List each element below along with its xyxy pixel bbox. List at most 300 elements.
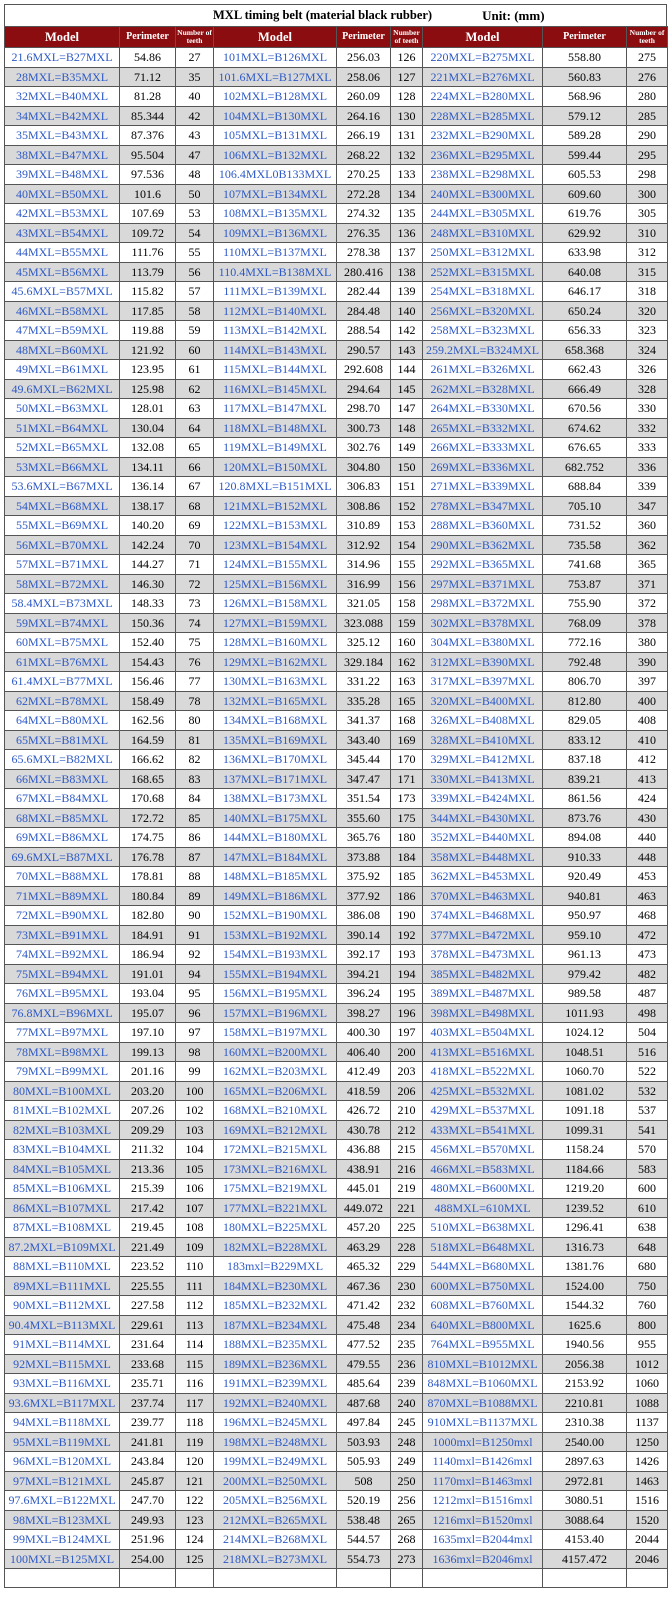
cell-model: 810MXL=B1012MXL (423, 1354, 543, 1374)
table-row (5, 340, 668, 360)
cell-model: 107MXL=B134MXL (214, 184, 337, 204)
cell-teeth: 50 (176, 184, 214, 204)
cell-model: 96MXL=B120MXL (5, 1452, 120, 1472)
cell-perimeter: 304.80 (337, 457, 391, 477)
cell-perimeter: 217.42 (120, 1198, 176, 1218)
cell-model: 1000mxl=B1250mxl (423, 1432, 543, 1452)
cell-model: 88MXL=B110MXL (5, 1257, 120, 1277)
cell-teeth: 155 (391, 555, 423, 575)
cell-empty (543, 1569, 627, 1588)
table-row (5, 594, 668, 614)
cell-perimeter: 4157.472 (543, 1549, 627, 1569)
cell-teeth: 190 (391, 906, 423, 926)
cell-model: 165MXL=B206MXL (214, 1081, 337, 1101)
cell-perimeter: 282.44 (337, 282, 391, 302)
cell-perimeter: 355.60 (337, 808, 391, 828)
cell-teeth: 210 (391, 1101, 423, 1121)
table-row (5, 1042, 668, 1062)
cell-teeth: 115 (176, 1354, 214, 1374)
cell-teeth: 64 (176, 418, 214, 438)
cell-perimeter: 288.54 (337, 321, 391, 341)
cell-teeth: 1137 (627, 1413, 668, 1433)
cell-perimeter: 256.03 (337, 48, 391, 68)
cell-teeth: 131 (391, 126, 423, 146)
table-row (5, 613, 668, 633)
table-row (5, 321, 668, 341)
cell-teeth: 148 (391, 418, 423, 438)
cell-model: 110.4MXL=B138MXL (214, 262, 337, 282)
cell-teeth: 197 (391, 1023, 423, 1043)
table-row (5, 1120, 668, 1140)
cell-perimeter: 1219.20 (543, 1179, 627, 1199)
table-row (5, 1081, 668, 1101)
cell-model: 49.6MXL=B62MXL (5, 379, 120, 399)
cell-teeth: 71 (176, 555, 214, 575)
cell-empty (627, 1569, 668, 1588)
cell-perimeter: 412.49 (337, 1062, 391, 1082)
cell-perimeter: 341.37 (337, 711, 391, 731)
cell-model: 236MXL=B295MXL (423, 145, 543, 165)
cell-model: 85MXL=B106MXL (5, 1179, 120, 1199)
cell-teeth: 522 (627, 1062, 668, 1082)
cell-teeth: 200 (391, 1042, 423, 1062)
cell-perimeter: 658.368 (543, 340, 627, 360)
cell-perimeter: 392.17 (337, 945, 391, 965)
cell-perimeter: 471.42 (337, 1296, 391, 1316)
table-row (5, 262, 668, 282)
cell-teeth: 84 (176, 789, 214, 809)
table-row (5, 925, 668, 945)
cell-teeth: 315 (627, 262, 668, 282)
cell-empty (214, 1569, 337, 1588)
table-row (5, 1510, 668, 1530)
cell-model: 105MXL=B131MXL (214, 126, 337, 146)
cell-perimeter: 1091.18 (543, 1101, 627, 1121)
cell-teeth: 323 (627, 321, 668, 341)
cell-perimeter: 1184.66 (543, 1159, 627, 1179)
cell-perimeter: 144.27 (120, 555, 176, 575)
cell-model: 1636mxl=B2046mxl (423, 1549, 543, 1569)
cell-model: 377MXL=B472MXL (423, 925, 543, 945)
cell-perimeter: 197.10 (120, 1023, 176, 1043)
cell-perimeter: 290.57 (337, 340, 391, 360)
cell-perimeter: 184.91 (120, 925, 176, 945)
cell-perimeter: 400.30 (337, 1023, 391, 1043)
cell-teeth: 760 (627, 1296, 668, 1316)
cell-model: 95MXL=B119MXL (5, 1432, 120, 1452)
cell-teeth: 104 (176, 1140, 214, 1160)
cell-model: 113MXL=B142MXL (214, 321, 337, 341)
cell-model: 330MXL=B413MXL (423, 769, 543, 789)
cell-perimeter: 182.80 (120, 906, 176, 926)
cell-model: 1216mxl=B1520mxl (423, 1510, 543, 1530)
cell-model: 120.8MXL=B151MXL (214, 477, 337, 497)
cell-perimeter: 170.68 (120, 789, 176, 809)
cell-model: 112MXL=B140MXL (214, 301, 337, 321)
cell-perimeter: 241.81 (120, 1432, 176, 1452)
cell-teeth: 310 (627, 223, 668, 243)
cell-model: 104MXL=B130MXL (214, 106, 337, 126)
cell-model: 65MXL=B81MXL (5, 730, 120, 750)
cell-model: 32MXL=B40MXL (5, 87, 120, 107)
cell-perimeter: 436.88 (337, 1140, 391, 1160)
cell-perimeter: 463.29 (337, 1237, 391, 1257)
cell-model: 111MXL=B139MXL (214, 282, 337, 302)
cell-model: 53MXL=B66MXL (5, 457, 120, 477)
cell-perimeter: 284.48 (337, 301, 391, 321)
cell-model: 154MXL=B193MXL (214, 945, 337, 965)
cell-teeth: 638 (627, 1218, 668, 1238)
cell-perimeter: 119.88 (120, 321, 176, 341)
cell-perimeter: 203.20 (120, 1081, 176, 1101)
cell-model: 317MXL=B397MXL (423, 672, 543, 692)
cell-teeth: 150 (391, 457, 423, 477)
cell-teeth: 248 (391, 1432, 423, 1452)
cell-perimeter: 121.92 (120, 340, 176, 360)
cell-perimeter: 164.59 (120, 730, 176, 750)
cell-model: 466MXL=B583MXL (423, 1159, 543, 1179)
cell-teeth: 203 (391, 1062, 423, 1082)
cell-perimeter: 306.83 (337, 477, 391, 497)
table-row (5, 301, 668, 321)
cell-teeth: 98 (176, 1042, 214, 1062)
cell-teeth: 140 (391, 301, 423, 321)
cell-model: 185MXL=B232MXL (214, 1296, 337, 1316)
cell-model: 232MXL=B290MXL (423, 126, 543, 146)
cell-perimeter: 136.14 (120, 477, 176, 497)
cell-perimeter: 166.62 (120, 750, 176, 770)
cell-teeth: 285 (627, 106, 668, 126)
cell-model: 28MXL=B35MXL (5, 67, 120, 87)
cell-model: 184MXL=B230MXL (214, 1276, 337, 1296)
cell-perimeter: 109.72 (120, 223, 176, 243)
cell-perimeter: 142.24 (120, 535, 176, 555)
cell-model: 114MXL=B143MXL (214, 340, 337, 360)
cell-teeth: 149 (391, 438, 423, 458)
cell-model: 122MXL=B153MXL (214, 516, 337, 536)
cell-model: 57MXL=B71MXL (5, 555, 120, 575)
cell-model: 61.4MXL=B77MXL (5, 672, 120, 692)
cell-perimeter: 544.57 (337, 1530, 391, 1550)
cell-model: 121MXL=B152MXL (214, 496, 337, 516)
cell-teeth: 139 (391, 282, 423, 302)
cell-teeth: 102 (176, 1101, 214, 1121)
cell-model: 91MXL=B114MXL (5, 1335, 120, 1355)
cell-perimeter: 989.58 (543, 984, 627, 1004)
cell-teeth: 333 (627, 438, 668, 458)
cell-perimeter: 753.87 (543, 574, 627, 594)
cell-model: 352MXL=B440MXL (423, 828, 543, 848)
cell-teeth: 77 (176, 672, 214, 692)
cell-perimeter: 396.24 (337, 984, 391, 1004)
cell-teeth: 537 (627, 1101, 668, 1121)
cell-model: 640MXL=B800MXL (423, 1315, 543, 1335)
cell-teeth: 680 (627, 1257, 668, 1277)
cell-teeth: 156 (391, 574, 423, 594)
cell-teeth: 88 (176, 867, 214, 887)
cell-model: 258MXL=B323MXL (423, 321, 543, 341)
cell-teeth: 326 (627, 360, 668, 380)
cell-model: 42MXL=B53MXL (5, 204, 120, 224)
cell-model: 58.4MXL=B73MXL (5, 594, 120, 614)
cell-model: 398MXL=B498MXL (423, 1003, 543, 1023)
cell-perimeter: 390.14 (337, 925, 391, 945)
cell-model: 148MXL=B185MXL (214, 867, 337, 887)
cell-teeth: 600 (627, 1179, 668, 1199)
cell-perimeter: 475.48 (337, 1315, 391, 1335)
cell-model: 46MXL=B58MXL (5, 301, 120, 321)
cell-teeth: 171 (391, 769, 423, 789)
cell-model: 304MXL=B380MXL (423, 633, 543, 653)
cell-perimeter: 191.01 (120, 964, 176, 984)
cell-model: 182MXL=B228MXL (214, 1237, 337, 1257)
cell-perimeter: 254.00 (120, 1549, 176, 1569)
cell-perimeter: 1940.56 (543, 1335, 627, 1355)
cell-model: 86MXL=B107MXL (5, 1198, 120, 1218)
cell-perimeter: 219.45 (120, 1218, 176, 1238)
cell-model: 848MXL=B1060MXL (423, 1374, 543, 1394)
cell-perimeter: 646.17 (543, 282, 627, 302)
cell-perimeter: 300.73 (337, 418, 391, 438)
table-row (5, 1023, 668, 1043)
cell-perimeter: 195.07 (120, 1003, 176, 1023)
cell-teeth: 142 (391, 321, 423, 341)
table-row (5, 1549, 668, 1569)
cell-perimeter: 123.95 (120, 360, 176, 380)
table-row (5, 87, 668, 107)
cell-teeth: 583 (627, 1159, 668, 1179)
cell-model: 261MXL=B326MXL (423, 360, 543, 380)
cell-model: 55MXL=B69MXL (5, 516, 120, 536)
table-row (5, 1315, 668, 1335)
cell-model: 92MXL=B115MXL (5, 1354, 120, 1374)
cell-teeth: 332 (627, 418, 668, 438)
cell-teeth: 114 (176, 1335, 214, 1355)
table-row (5, 750, 668, 770)
cell-model: 175MXL=B219MXL (214, 1179, 337, 1199)
cell-model: 49MXL=B61MXL (5, 360, 120, 380)
cell-perimeter: 3080.51 (543, 1491, 627, 1511)
cell-model: 35MXL=B43MXL (5, 126, 120, 146)
table-row (5, 711, 668, 731)
cell-perimeter: 329.184 (337, 652, 391, 672)
table-row (5, 1374, 668, 1394)
cell-perimeter: 209.29 (120, 1120, 176, 1140)
cell-perimeter: 373.88 (337, 847, 391, 867)
cell-perimeter: 186.94 (120, 945, 176, 965)
cell-empty (120, 1569, 176, 1588)
table-row (5, 906, 668, 926)
cell-perimeter: 276.35 (337, 223, 391, 243)
cell-model: 187MXL=B234MXL (214, 1315, 337, 1335)
cell-model: 50MXL=B63MXL (5, 399, 120, 419)
cell-teeth: 54 (176, 223, 214, 243)
cell-teeth: 273 (391, 1549, 423, 1569)
cell-model: 298MXL=B372MXL (423, 594, 543, 614)
cell-model: 61MXL=B76MXL (5, 652, 120, 672)
cell-model: 188MXL=B235MXL (214, 1335, 337, 1355)
cell-model: 132MXL=B165MXL (214, 691, 337, 711)
cell-model: 115MXL=B144MXL (214, 360, 337, 380)
cell-teeth: 2046 (627, 1549, 668, 1569)
cell-teeth: 610 (627, 1198, 668, 1218)
cell-model: 90MXL=B112MXL (5, 1296, 120, 1316)
table-row (5, 165, 668, 185)
table-row (5, 1003, 668, 1023)
cell-model: 152MXL=B190MXL (214, 906, 337, 926)
cell-perimeter: 1081.02 (543, 1081, 627, 1101)
cell-perimeter: 477.52 (337, 1335, 391, 1355)
cell-perimeter: 81.28 (120, 87, 176, 107)
cell-teeth: 516 (627, 1042, 668, 1062)
cell-perimeter: 650.24 (543, 301, 627, 321)
cell-model: 198MXL=B248MXL (214, 1432, 337, 1452)
table-row (5, 1257, 668, 1277)
cell-teeth: 153 (391, 516, 423, 536)
cell-model: 162MXL=B203MXL (214, 1062, 337, 1082)
cell-model: 130MXL=B163MXL (214, 672, 337, 692)
cell-teeth: 194 (391, 964, 423, 984)
cell-teeth: 371 (627, 574, 668, 594)
cell-perimeter: 237.74 (120, 1393, 176, 1413)
cell-model: 44MXL=B55MXL (5, 243, 120, 263)
cell-model: 172MXL=B215MXL (214, 1140, 337, 1160)
cell-perimeter: 676.65 (543, 438, 627, 458)
cell-model: 75MXL=B94MXL (5, 964, 120, 984)
cell-perimeter: 148.33 (120, 594, 176, 614)
table-row (5, 126, 668, 146)
cell-teeth: 40 (176, 87, 214, 107)
cell-teeth: 144 (391, 360, 423, 380)
cell-perimeter: 321.05 (337, 594, 391, 614)
cell-perimeter: 125.98 (120, 379, 176, 399)
cell-model: 69MXL=B86MXL (5, 828, 120, 848)
cell-model: 544MXL=B680MXL (423, 1257, 543, 1277)
cell-perimeter: 132.08 (120, 438, 176, 458)
cell-perimeter: 406.40 (337, 1042, 391, 1062)
cell-perimeter: 741.68 (543, 555, 627, 575)
cell-model: 53.6MXL=B67MXL (5, 477, 120, 497)
cell-perimeter: 940.81 (543, 886, 627, 906)
cell-teeth: 81 (176, 730, 214, 750)
cell-model: 254MXL=B318MXL (423, 282, 543, 302)
cell-teeth: 206 (391, 1081, 423, 1101)
cell-model: 425MXL=B532MXL (423, 1081, 543, 1101)
cell-teeth: 113 (176, 1315, 214, 1335)
header-perimeter: Perimeter (120, 27, 176, 48)
header-teeth: Number of teeth (391, 27, 423, 48)
table-row (5, 516, 668, 536)
table-row (5, 1179, 668, 1199)
cell-model: 45MXL=B56MXL (5, 262, 120, 282)
cell-model: 101MXL=B126MXL (214, 48, 337, 68)
table-row (5, 691, 668, 711)
cell-model: 127MXL=B159MXL (214, 613, 337, 633)
cell-model: 74MXL=B92MXL (5, 945, 120, 965)
cell-teeth: 430 (627, 808, 668, 828)
cell-perimeter: 438.91 (337, 1159, 391, 1179)
cell-teeth: 168 (391, 711, 423, 731)
cell-teeth: 56 (176, 262, 214, 282)
cell-model: 224MXL=B280MXL (423, 87, 543, 107)
cell-perimeter: 95.504 (120, 145, 176, 165)
cell-perimeter: 633.98 (543, 243, 627, 263)
cell-model: 328MXL=B410MXL (423, 730, 543, 750)
cell-teeth: 280 (627, 87, 668, 107)
cell-model: 269MXL=B336MXL (423, 457, 543, 477)
cell-model: 228MXL=B285MXL (423, 106, 543, 126)
cell-model: 218MXL=B273MXL (214, 1549, 337, 1569)
table-row (5, 243, 668, 263)
cell-teeth: 532 (627, 1081, 668, 1101)
cell-model: 271MXL=B339MXL (423, 477, 543, 497)
table-row (5, 496, 668, 516)
title-bar (4, 4, 667, 26)
cell-teeth: 136 (391, 223, 423, 243)
cell-model: 221MXL=B276MXL (423, 67, 543, 87)
cell-model: 389MXL=B487MXL (423, 984, 543, 1004)
cell-teeth: 448 (627, 847, 668, 867)
cell-perimeter: 172.72 (120, 808, 176, 828)
cell-teeth: 92 (176, 945, 214, 965)
cell-perimeter: 377.92 (337, 886, 391, 906)
cell-model: 97MXL=B121MXL (5, 1471, 120, 1491)
cell-model: 109MXL=B136MXL (214, 223, 337, 243)
header-model: Model (423, 27, 543, 48)
cell-perimeter: 467.36 (337, 1276, 391, 1296)
cell-teeth: 221 (391, 1198, 423, 1218)
cell-teeth: 74 (176, 613, 214, 633)
cell-model: 378MXL=B473MXL (423, 945, 543, 965)
cell-teeth: 2044 (627, 1530, 668, 1550)
cell-model: 205MXL=B256MXL (214, 1491, 337, 1511)
cell-teeth: 83 (176, 769, 214, 789)
cell-perimeter: 150.36 (120, 613, 176, 633)
header-perimeter: Perimeter (337, 27, 391, 48)
cell-model: 764MXL=B955MXL (423, 1335, 543, 1355)
cell-teeth: 66 (176, 457, 214, 477)
cell-model: 83MXL=B104MXL (5, 1140, 120, 1160)
table-row (5, 360, 668, 380)
cell-model: 93.6MXL=B117MXL (5, 1393, 120, 1413)
cell-perimeter: 247.70 (120, 1491, 176, 1511)
table-row (5, 1354, 668, 1374)
cell-perimeter: 225.55 (120, 1276, 176, 1296)
cell-teeth: 35 (176, 67, 214, 87)
cell-perimeter: 162.56 (120, 711, 176, 731)
cell-teeth: 48 (176, 165, 214, 185)
cell-teeth: 298 (627, 165, 668, 185)
cell-teeth: 158 (391, 594, 423, 614)
belt-spec-sheet (4, 4, 667, 1588)
cell-teeth: 63 (176, 399, 214, 419)
cell-model: 329MXL=B412MXL (423, 750, 543, 770)
cell-model: 238MXL=B298MXL (423, 165, 543, 185)
cell-perimeter: 386.08 (337, 906, 391, 926)
cell-model: 200MXL=B250MXL (214, 1471, 337, 1491)
cell-perimeter: 731.52 (543, 516, 627, 536)
table-row (5, 633, 668, 653)
cell-perimeter: 662.43 (543, 360, 627, 380)
cell-model: 191MXL=B239MXL (214, 1374, 337, 1394)
cell-perimeter: 674.62 (543, 418, 627, 438)
cell-perimeter: 670.56 (543, 399, 627, 419)
cell-perimeter: 331.22 (337, 672, 391, 692)
cell-teeth: 250 (391, 1471, 423, 1491)
cell-perimeter: 538.48 (337, 1510, 391, 1530)
cell-teeth: 276 (627, 67, 668, 87)
table-row (5, 555, 668, 575)
